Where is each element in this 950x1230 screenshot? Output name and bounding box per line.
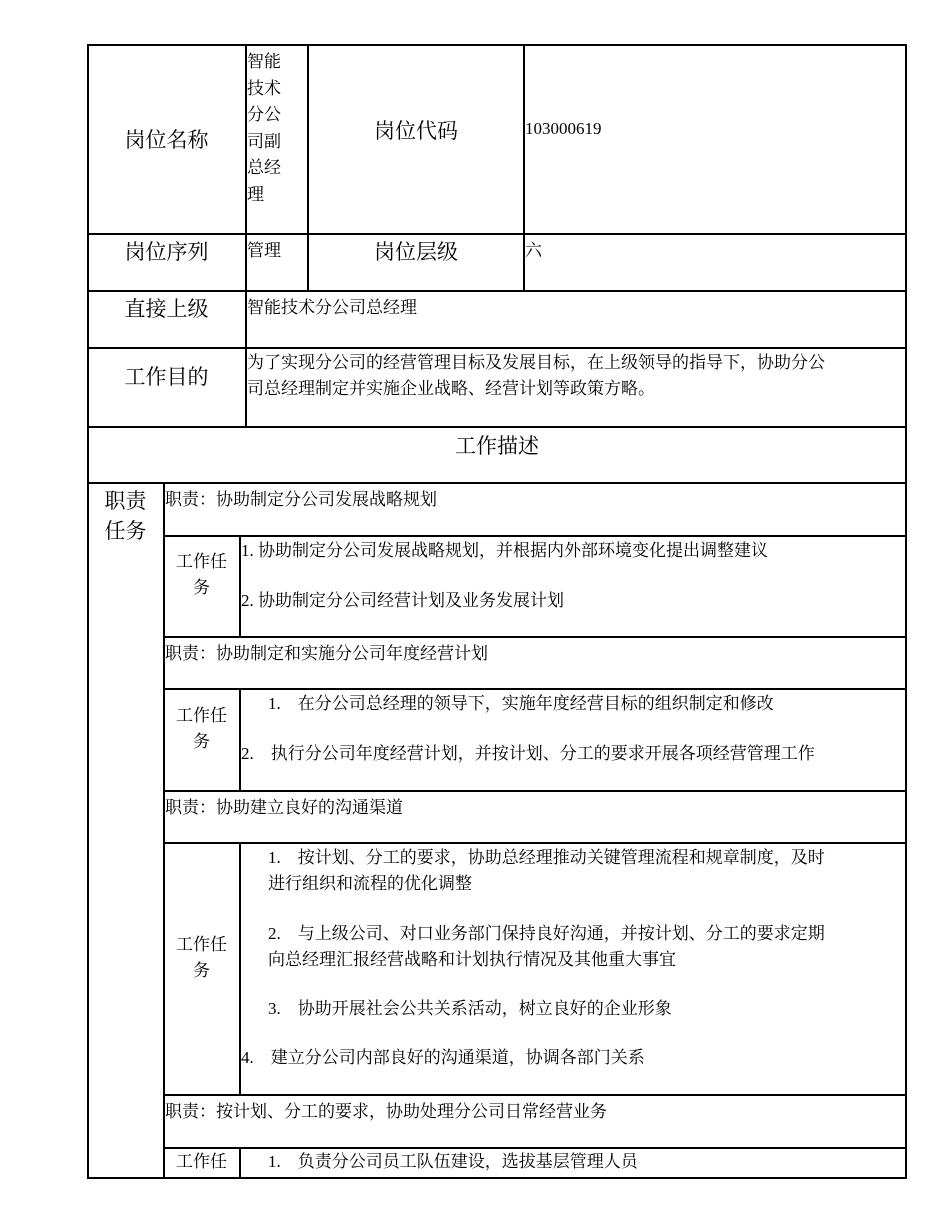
responsibilities-label-line: 职责 (104, 489, 147, 513)
table-border-bottom (87, 1177, 907, 1179)
task-item: 2. 执行分公司年度经营计划，并按计划、分工的要求开展各项经营管理工作 (241, 744, 815, 763)
task-label-line: 工作任 (176, 706, 227, 725)
job-code-label: 岗位代码 (374, 119, 458, 143)
responsibilities-label (88, 486, 163, 546)
duty-title: 职责：协助制定分公司发展战略规划 (165, 490, 437, 509)
task-label-line: 工作任 (176, 935, 227, 954)
task-item-continued: 进行组织和流程的优化调整 (268, 874, 472, 893)
job-level-value: 六 (525, 241, 542, 260)
task-label-line: 工作任 (176, 552, 227, 571)
task-item: 3. 协助开展社会公共关系活动，树立良好的企业形象 (268, 999, 672, 1018)
task-item-continued: 向总经理汇报经营战略和计划执行情况及其他重大事宜 (268, 950, 676, 969)
job-level-label: 岗位层级 (374, 240, 458, 264)
responsibilities-label-line: 任务 (104, 519, 147, 543)
task-label (164, 549, 239, 601)
job-series-value: 管理 (247, 241, 281, 260)
task-label-line: 工作任 (176, 1152, 227, 1171)
task-label-line: 务 (193, 961, 210, 980)
duty-title: 职责：按计划、分工的要求，协助处理分公司日常经营业务 (165, 1102, 607, 1121)
task-label-line: 务 (193, 578, 210, 597)
task-item: 1. 在分公司总经理的领导下，实施年度经营目标的组织制定和修改 (268, 694, 774, 713)
job-name-value-line: 分公 (247, 105, 281, 124)
job-purpose-line: 司总经理制定并实施企业战略、经营计划等政策方略。 (247, 379, 655, 398)
direct-superior-label: 直接上级 (124, 297, 209, 321)
job-name-value (247, 49, 307, 208)
col-divider (239, 688, 241, 791)
job-name-value-line: 技术 (247, 78, 281, 98)
duty-title: 职责：协助建立良好的沟通渠道 (165, 798, 403, 817)
task-label (164, 1149, 239, 1175)
duty-title: 职责：协助制定和实施分公司年度经营计划 (165, 644, 488, 663)
job-code-value: 103000619 (525, 119, 602, 138)
job-purpose-label: 工作目的 (124, 365, 209, 389)
job-name-value-line: 司副 (247, 131, 281, 151)
job-name-value-line: 理 (247, 184, 264, 204)
task-item: 2. 协助制定分公司经营计划及业务发展计划 (241, 591, 564, 610)
table-border-right (905, 44, 907, 1179)
task-label-line: 务 (193, 732, 210, 751)
task-label (164, 703, 239, 755)
row-divider (163, 688, 907, 690)
job-name-value-line: 智能 (247, 52, 281, 71)
row-divider (163, 535, 907, 537)
job-name-value-line: 总经 (247, 158, 281, 177)
job-name-label: 岗位名称 (124, 128, 209, 152)
task-item: 2. 与上级公司、对口业务部门保持良好沟通，并按计划、分工的要求定期 (268, 924, 825, 943)
job-purpose-value (247, 350, 903, 402)
task-item: 1. 负责分公司员工队伍建设，选拔基层管理人员 (268, 1152, 638, 1171)
job-purpose-line: 为了实现分公司的经营管理目标及发展目标，在上级领导的指导下，协助分公 (247, 353, 825, 372)
task-label (164, 932, 239, 984)
task-item: 1. 按计划、分工的要求，协助总经理推动关键管理流程和规章制度，及时 (268, 848, 825, 867)
job-series-label: 岗位序列 (124, 240, 209, 264)
row-divider (163, 842, 907, 844)
task-item: 1. 协助制定分公司发展战略规划，并根据内外部环境变化提出调整建议 (241, 541, 768, 560)
direct-superior-value: 智能技术分公司总经理 (247, 298, 417, 317)
col-divider (239, 1147, 241, 1179)
task-item: 4. 建立分公司内部良好的沟通渠道，协调各部门关系 (241, 1048, 645, 1067)
work-description-title: 工作描述 (455, 434, 539, 458)
